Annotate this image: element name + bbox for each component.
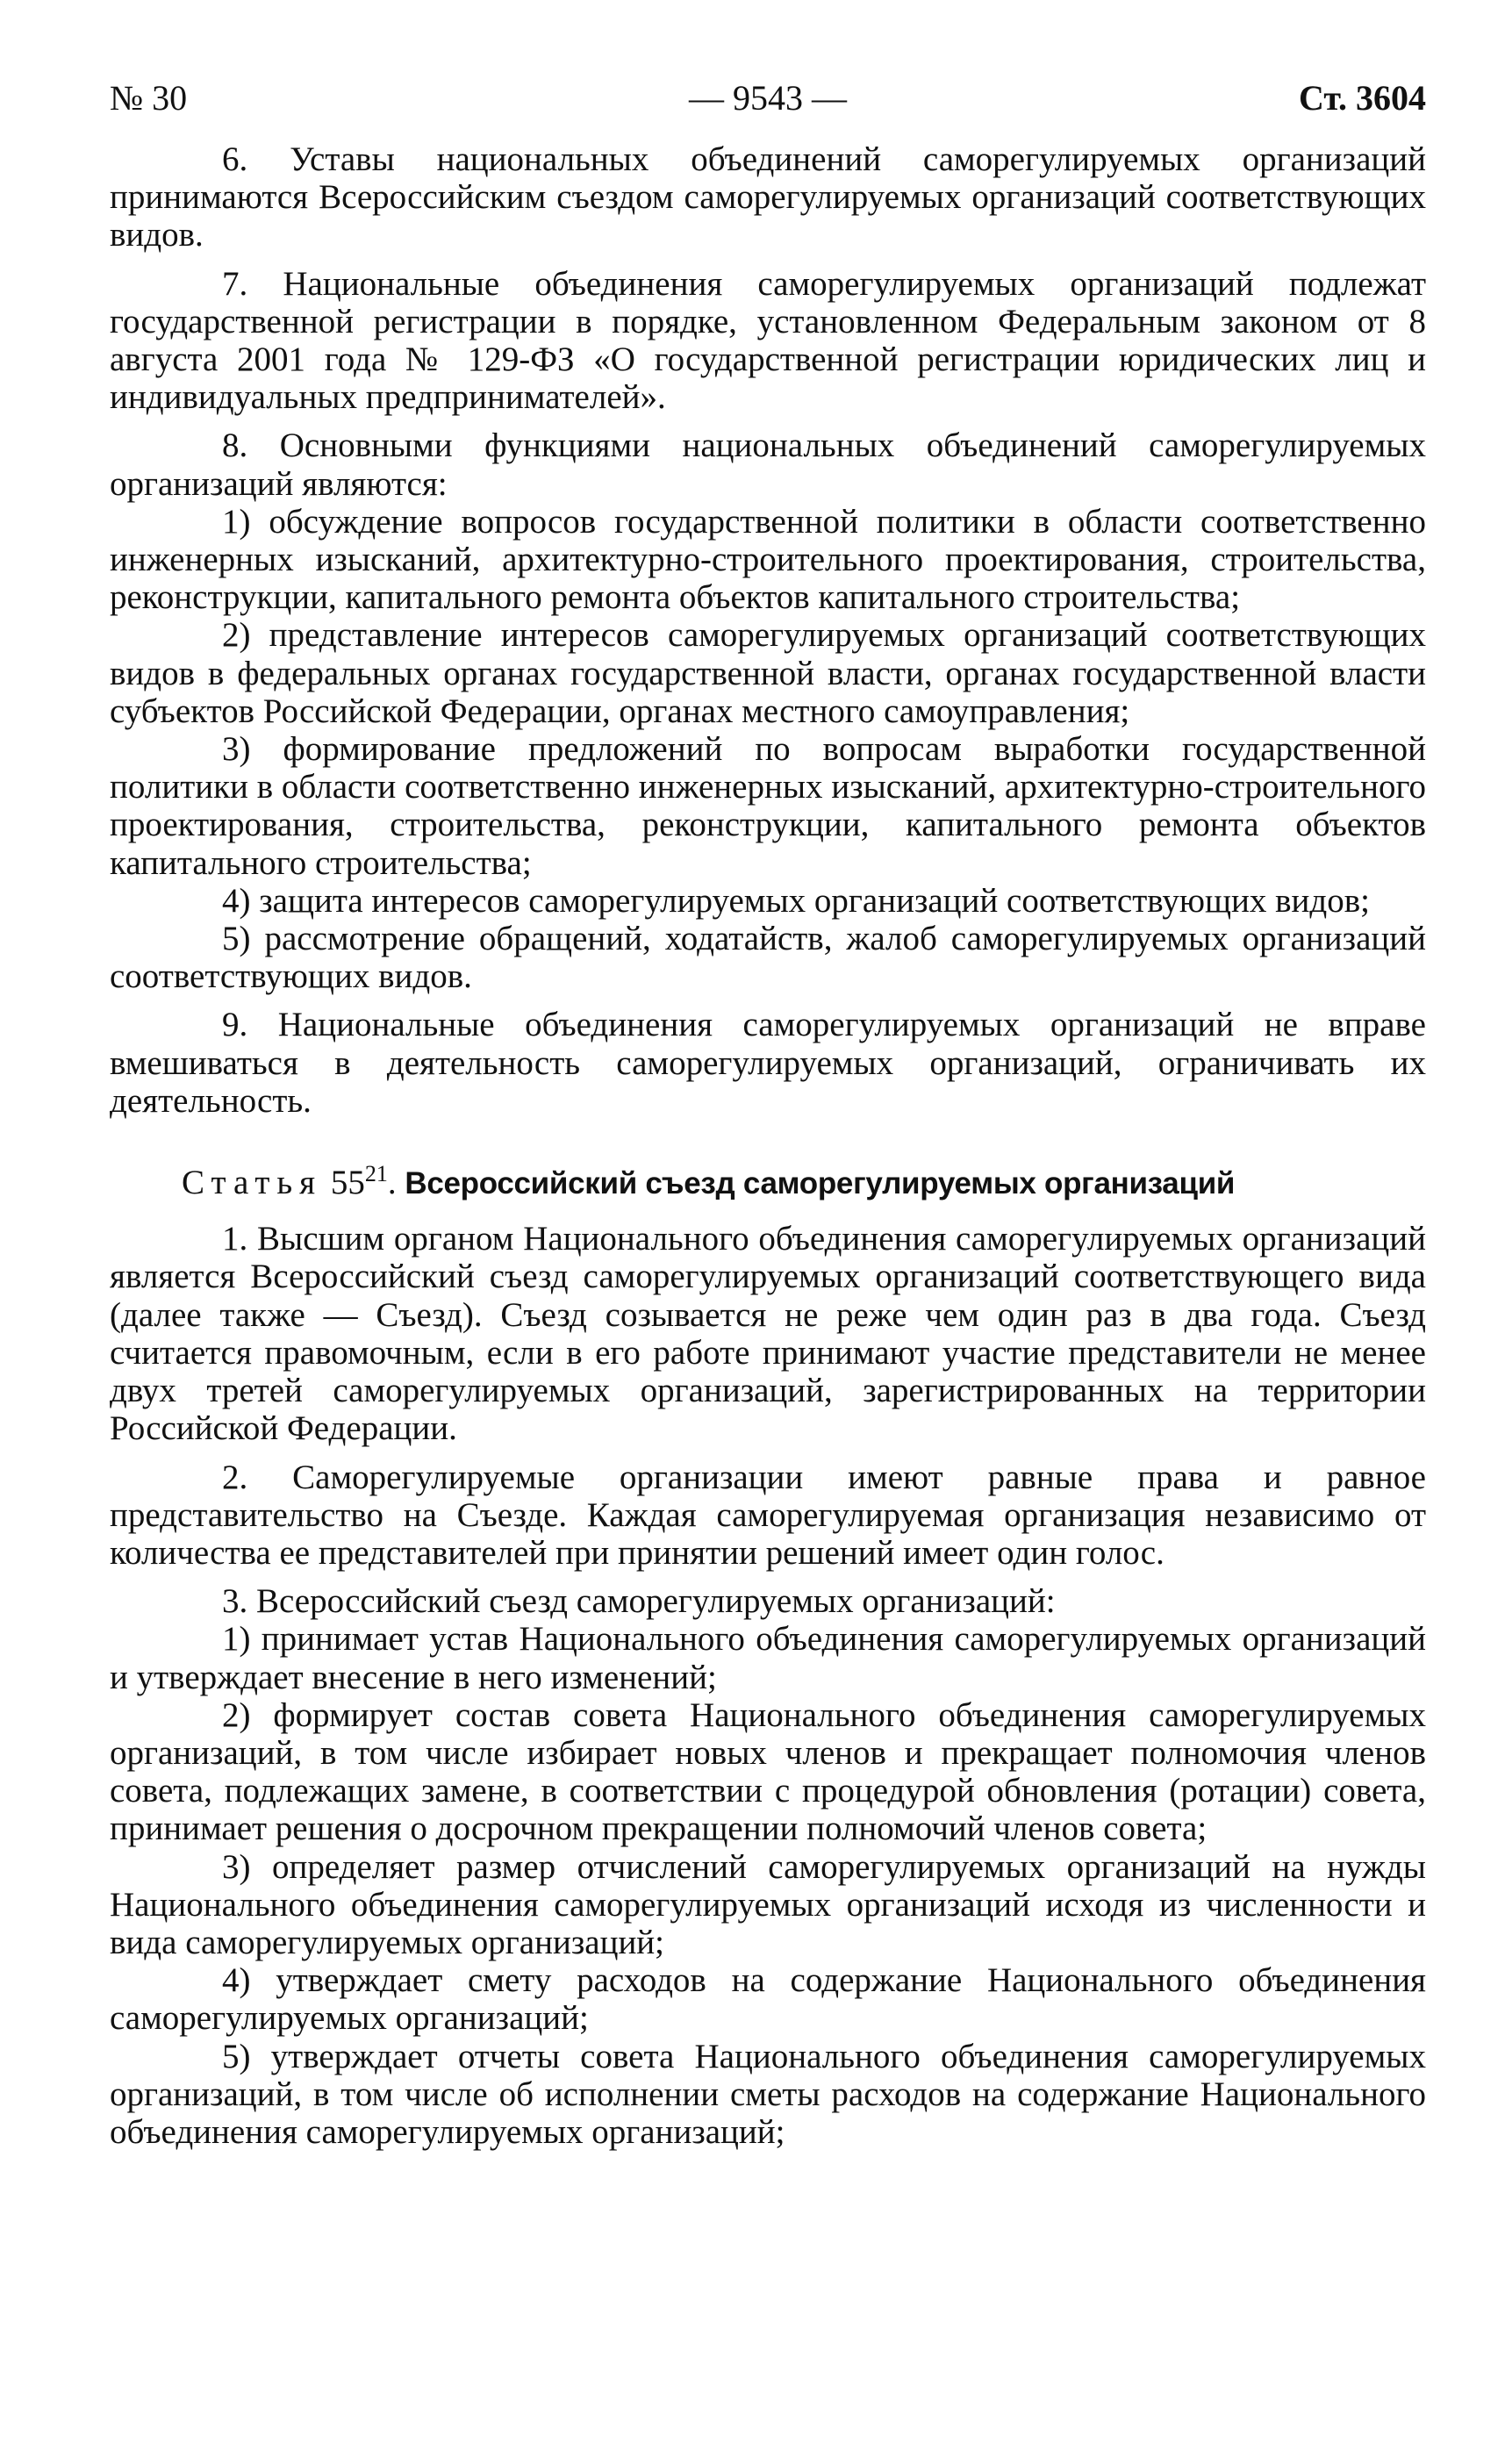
paragraph-list-top [110, 140, 1426, 1120]
article-reference: Ст. 3604 [1299, 78, 1426, 118]
issue-number: № 30 [110, 78, 188, 118]
paragraph: 1) обсуждение вопросов государственной политики в области соответственно инженерных изысканий, архитектурно-строительного проектирования, строительства, реконструкции, капитального ремонта объектов капитального строительства; [110, 502, 1426, 617]
document-page [110, 77, 1426, 2151]
article-heading [110, 1161, 1426, 1202]
paragraph: 6. Уставы национальных объединений саморегулируемых организаций принимаются Всероссийским съездом саморегулируемых организаций соответствующих видов. [110, 140, 1426, 254]
article-number: 55 [330, 1164, 365, 1202]
paragraph: 3) формирование предложений по вопросам выработки государственной политики в области соответственно инженерных изысканий, архитектурно-строительного проектирования, строительства, реконструкции, капитального ремонта объектов капитального строительства; [110, 730, 1426, 882]
article-label: Статья [182, 1164, 323, 1202]
paragraph: 2) формирует состав совета Национального объединения саморегулируемых организаций, в том числе избирает новых членов и прекращает полномочия членов совета, подлежащих замене, в соответствии с процедурой обновления (ротации) совета, принимает решения о досрочном прекращении полномочий членов совета; [110, 1695, 1426, 1848]
paragraph: 8. Основными функциями национальных объединений саморегулируемых организаций являются: [110, 426, 1426, 503]
paragraph: 4) утверждает смету расходов на содержание Национального объединения саморегулируемых организаций; [110, 1961, 1426, 2038]
article-title: Всероссийский съезд саморегулируемых организаций [405, 1166, 1236, 1201]
paragraph-list-bottom [110, 1220, 1426, 2151]
paragraph: 2) представление интересов саморегулируемых организаций соответствующих видов в федеральных органах государственной власти, органах государственной власти субъектов Российской Федерации, органах местного самоуправления; [110, 616, 1426, 730]
paragraph: 3) определяет размер отчислений саморегулируемых организаций на нужды Национального объединения саморегулируемых организаций исходя из численности и вида саморегулируемых организаций; [110, 1847, 1426, 1961]
document-body [110, 140, 1426, 2151]
page-number: — 9543 — [689, 78, 847, 118]
article-superscript: 21 [364, 1161, 388, 1187]
paragraph: 3. Всероссийский съезд саморегулируемых организаций: [222, 1582, 1056, 1621]
paragraph: 4) защита интересов саморегулируемых организаций соответствующих видов; [222, 881, 1370, 920]
paragraph: 9. Национальные объединения саморегулируемых организаций не вправе вмешиваться в деятельность саморегулируемых организаций, ограничивать их деятельность. [110, 1006, 1426, 1120]
paragraph: 1. Высшим органом Национального объединения саморегулируемых организаций является Всероссийский съезд саморегулируемых организаций соответствующего вида (далее также — Съезд). Съезд созывается не реже чем один раз в два года. Съезд считается правомочным, если в его работе принимают участие представители не менее двух третей саморегулируемых организаций, зарегистрированных на территории Российской Федерации. [110, 1220, 1426, 1448]
page-header [110, 77, 1426, 130]
paragraph: 5) рассмотрение обращений, ходатайств, жалоб саморегулируемых организаций соответствующих видов. [110, 920, 1426, 996]
paragraph: 7. Национальные объединения саморегулируемых организаций подлежат государственной регистрации в порядке, установленном Федеральным законом от 8 августа 2001 года № 129-ФЗ «О государственной регистрации юридических лиц и индивидуальных предпринимателей». [110, 264, 1426, 417]
paragraph: 5) утверждает отчеты совета Национального объединения саморегулируемых организаций, в том числе об исполнении сметы расходов на содержание Национального объединения саморегулируемых организаций; [110, 2037, 1426, 2151]
paragraph: 1) принимает устав Национального объединения саморегулируемых организаций и утверждает внесение в него изменений; [110, 1620, 1426, 1696]
paragraph: 2. Саморегулируемые организации имеют равные права и равное представительство на Съезде. Каждая саморегулируемая организация независимо от количества ее представителей при принятии решений имеет один голос. [110, 1458, 1426, 1572]
article-dot: . [387, 1164, 397, 1202]
